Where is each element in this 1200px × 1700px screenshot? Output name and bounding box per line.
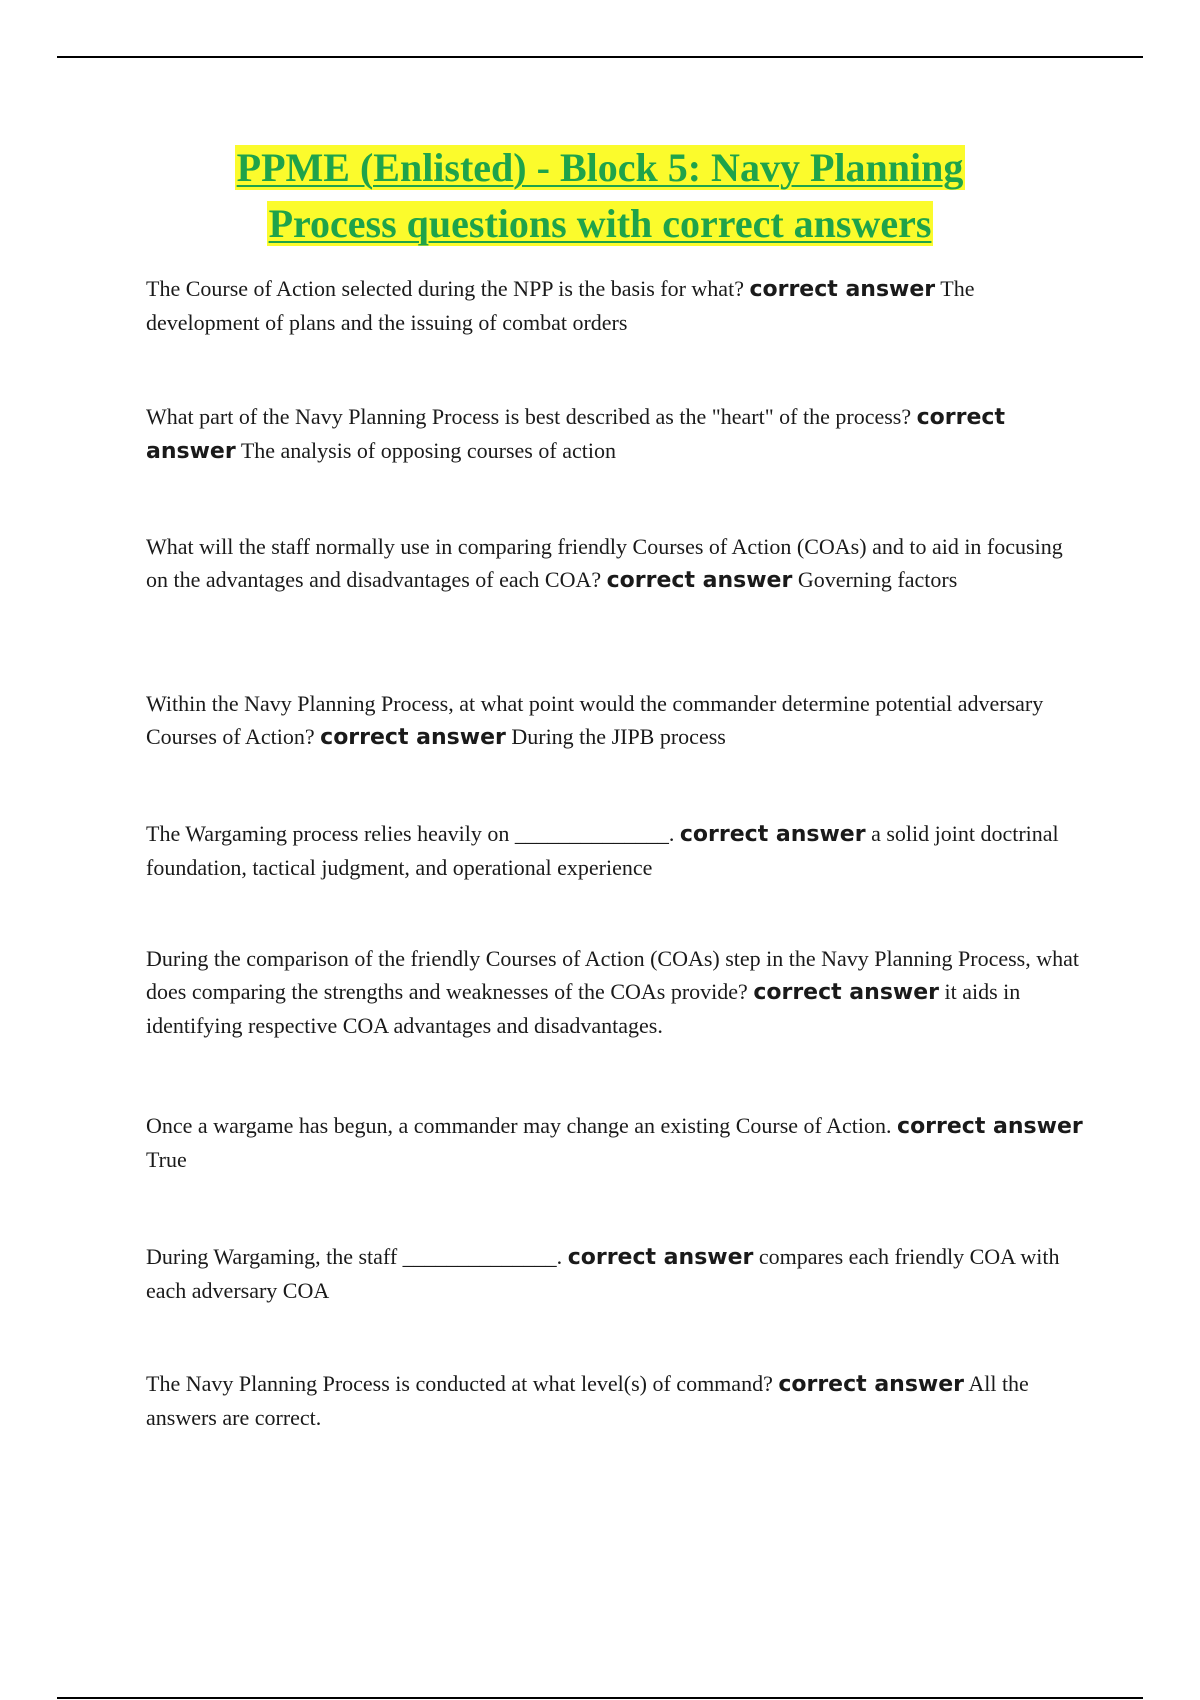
question-text: Within the Navy Planning Process, at what point would the commander determine potential adversary Courses of Action? (146, 691, 1044, 749)
answer-text: During the JIPB process (511, 724, 726, 749)
qa-item (146, 272, 1086, 339)
document-title (100, 140, 1100, 252)
question-text: What part of the Navy Planning Process is best described as the "heart" of the process? (146, 404, 912, 429)
qa-item (146, 530, 1086, 597)
qa-item (146, 687, 1086, 754)
answer-text: compares each friendly COA with each adversary COA (146, 1244, 1060, 1303)
qa-item (146, 817, 1086, 884)
qa-item (146, 942, 1086, 1042)
qa-item (146, 1109, 1086, 1176)
bottom-rule (57, 1697, 1143, 1699)
qa-item (146, 400, 1086, 468)
document-title-line-1: PPME (Enlisted) - Block 5: Navy Planning (236, 145, 964, 190)
question-text: The Course of Action selected during the NPP is the basis for what? (146, 276, 744, 301)
qa-item (146, 1367, 1086, 1434)
correct-answer-label: correct answer (567, 1245, 754, 1270)
correct-answer-label: correct answer (146, 405, 1005, 464)
question-text: The Wargaming process relies heavily on ______________. (146, 821, 675, 846)
question-text: What will the staff normally use in comparing friendly Courses of Action (COAs) and to aid in focusing on the advantages and disadvantages of each COA? (146, 534, 1063, 592)
question-text: Once a wargame has begun, a commander may change an existing Course of Action. (146, 1113, 892, 1138)
answer-text: it aids in identifying respective COA advantages and disadvantages. (146, 979, 1021, 1038)
correct-answer-label: correct answer (320, 725, 506, 750)
answer-text: a solid joint doctrinal foundation, tactical judgment, and operational experience (146, 821, 1059, 880)
correct-answer-label: correct answer (749, 277, 936, 302)
correct-answer-label: correct answer (778, 1372, 965, 1397)
qa-item (146, 1240, 1086, 1307)
document-title-line-2: Process questions with correct answers (268, 201, 932, 246)
answer-text: The analysis of opposing courses of action (240, 438, 616, 463)
question-text: During Wargaming, the staff ______________. (146, 1244, 563, 1269)
question-text: During the comparison of the friendly Courses of Action (COAs) step in the Navy Planning Process, what does comparing the strengths and weaknesses of the COAs provide? (146, 946, 1080, 1004)
answer-text: All the answers are correct. (146, 1371, 1029, 1430)
answer-text: True (146, 1147, 187, 1172)
correct-answer-label: correct answer (753, 980, 940, 1005)
question-text: The Navy Planning Process is conducted at what level(s) of command? (146, 1371, 773, 1396)
top-rule (57, 56, 1143, 58)
correct-answer-label: correct answer (606, 568, 793, 593)
answer-text: The development of plans and the issuing of combat orders (146, 276, 975, 335)
answer-text: Governing factors (797, 567, 958, 592)
correct-answer-label: correct answer (679, 822, 866, 847)
correct-answer-label: correct answer (897, 1114, 1083, 1139)
